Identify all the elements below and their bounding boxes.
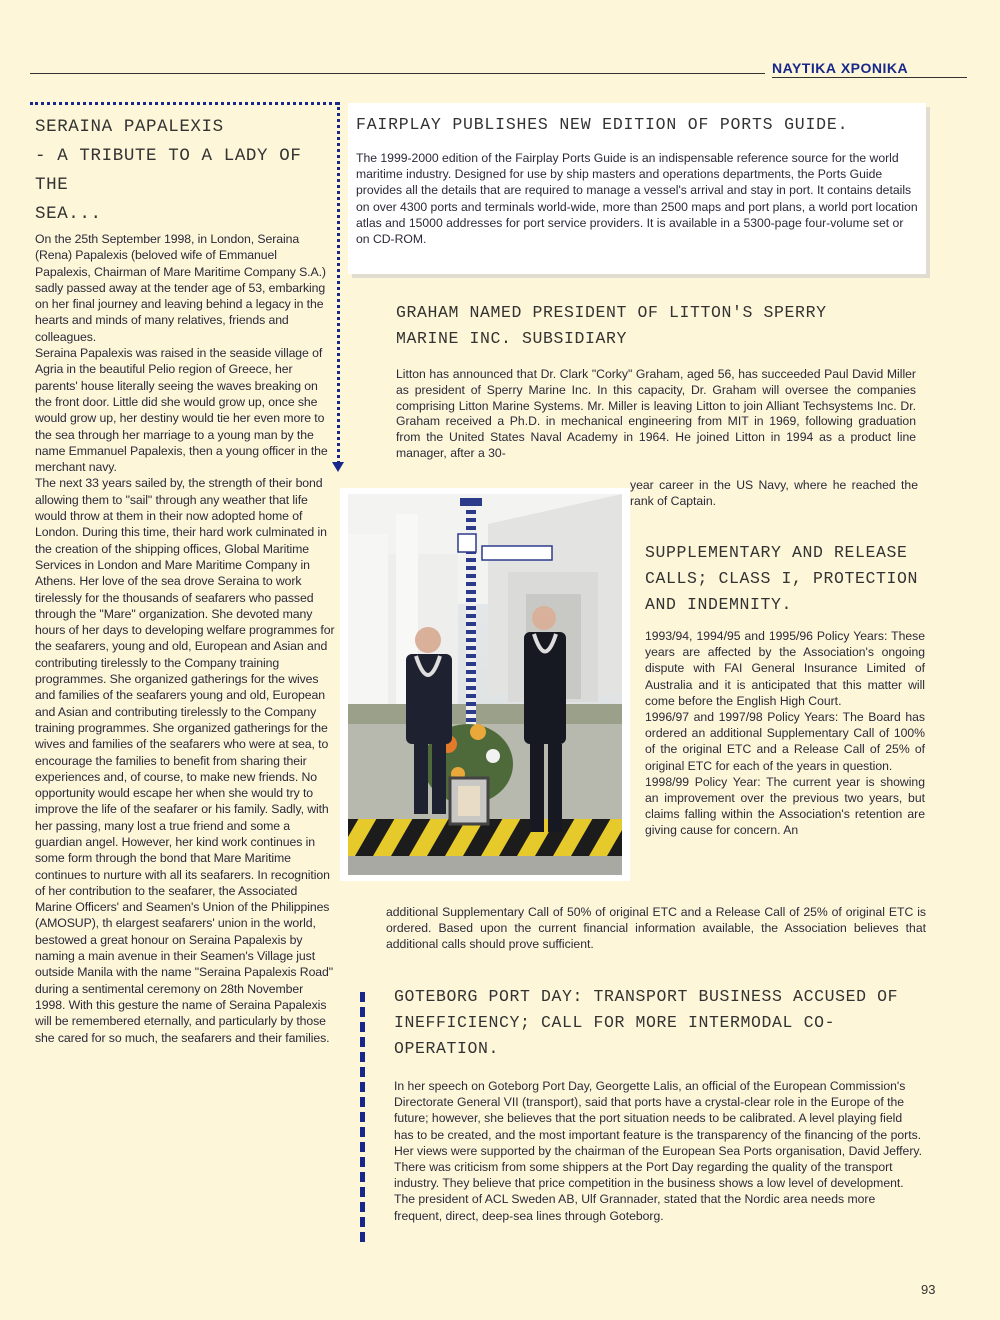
supplementary-paragraph: 1998/99 Policy Year: The current year is showing an improvement over the previous two years, but claims falling within the Association's retention are giving cause for concern. An (645, 774, 925, 838)
ceremony-photo (340, 488, 630, 881)
supplementary-paragraph: 1996/97 and 1997/98 Policy Years: The Board has ordered an additional Supplementary Call of 100% of the original ETC and a Release Call of 25% of original ETC for each of the years in question. (645, 710, 925, 773)
header-title-rule (772, 77, 967, 78)
supplementary-headline-line: CALLS; CLASS I, PROTECTION (645, 569, 919, 588)
supplementary-paragraph: 1993/94, 1994/95 and 1995/96 Policy Years: These years are affected by the Association's ongoing dispute with FAI General Insurance Limited of Australia and it is anticipated that this matter will come before the English High Court. (645, 629, 925, 708)
tribute-paragraph: On the 25th September 1998, in London, Seraina (Rena) Papalexis (beloved wife of Emmanuel Papalexis, Chairman of Mare Maritime Company S.A.) sadly passed away at the tender age of 53, embarking on her final journey and leaving behind a legacy in the hearts and minds of many relatives, friends and colleagues. (35, 232, 326, 344)
goteborg-dashed-border (360, 992, 365, 1242)
magazine-title: ΝΑΥΤΙΚΑ ΧΡΟΝΙΚΑ (772, 60, 909, 76)
tribute-headline-line: SERAINA PAPALEXIS (35, 117, 224, 137)
page-number: 93 (921, 1282, 936, 1297)
supplementary-article-body-continued: additional Supplementary Call of 50% of original ETC and a Release Call of 25% of original ETC is ordered. Based upon the current financial information available, the Association believes that additional calls should prove sufficient. (386, 905, 926, 952)
fairplay-headline: FAIRPLAY PUBLISHES NEW EDITION OF PORTS GUIDE. (356, 115, 849, 134)
tribute-headline (35, 113, 335, 229)
goteborg-paragraph: In her speech on Goteborg Port Day, Georgette Lalis, an official of the European Commission's Directorate General VII (transport), said that ports have a crystal-clear role in the Europe of the future; however, she believes that the port situation needs to be calibrated. A level playing field has to be created, and the most important feature is the transparency of the financing of the ports. Her views were supported by the chairman of the European Sea Ports organisation, David Jeffery. (394, 1079, 922, 1158)
goteborg-article-body (394, 1078, 922, 1224)
supplementary-article-body (645, 628, 925, 839)
graham-article-body-continued: year career in the US Navy, where he reached the rank of Captain. (630, 478, 918, 508)
fairplay-article-body: The 1999-2000 edition of the Fairplay Ports Guide is an indispensable reference source for the world maritime industry. Designed for use by ship masters and operations departments, the Ports Guide provides all the details that are required to manage a vessel's arrival and stay in port. It contains details on over 4300 ports and terminals world-wide, more than 2500 maps and port plans, a world port location atlas and 15000 addresses for port service providers. It is available in a 5300-page four-volume set or on CD-ROM. (356, 151, 918, 247)
tribute-headline-line: - A TRIBUTE TO A LADY OF THE (35, 146, 302, 195)
graham-headline (396, 300, 916, 352)
header-rule (30, 73, 765, 74)
tribute-dotted-border-top (30, 102, 338, 105)
ceremony-photo-illustration (348, 494, 622, 875)
goteborg-headline (394, 984, 922, 1062)
goteborg-paragraph: There was criticism from some shippers at the Port Day regarding the quality of the transport industry. They believe that price competition in the business shows a low level of development. The president of ACL Sweden AB, Ulf Grannader, stated that the Nordic area needs more frequent, direct, deep-sea lines through Goteborg. (394, 1160, 904, 1223)
tribute-article-body (35, 231, 335, 1046)
supplementary-headline-line: AND INDEMNITY. (645, 595, 793, 614)
tribute-paragraph: Seraina Papalexis was raised in the seaside village of Agria in the beautiful Pelio region of Greece, her parents' house literally seeing the waves breaking on the front door. Little did she would grow up, once she would grow up, her destiny would tie her even more to the sea through her marriage to a young man by the name Emmanuel Papalexis, then a young officer in the merchant navy. (35, 346, 328, 475)
graham-headline-line: GRAHAM NAMED PRESIDENT OF LITTON'S SPERRY (396, 303, 827, 322)
goteborg-headline-line: INEFFICIENCY; CALL FOR MORE INTERMODAL CO- (394, 1013, 836, 1032)
graham-article-body: Litton has announced that Dr. Clark "Corky" Graham, aged 56, has succeeded Paul David Miller as president of Sperry Marine Inc. In this capacity, Dr. Graham will oversee the companies comprising Litton Marine Systems. Mr. Miller is leaving Litton to join Alliant Techsystems Inc. Dr. Graham received a Ph.D. in mechanical engineering from MIT in 1969, following graduation from the United States Naval Academy in 1964. He joined Litton in 1994 as a product line manager, after a 30- (396, 367, 916, 460)
tribute-dotted-border-right (337, 102, 340, 464)
graham-headline-line: MARINE INC. SUBSIDIARY (396, 329, 628, 348)
tribute-paragraph: The next 33 years sailed by, the strength of their bond allowing them to "sail" through any weather that life would throw at them in their now adopted home of London. During this time, their hard work culminated in the creation of the shipping offices, Global Maritime Services in London and Mare Maritime Company in Athens. Her love of the sea drove Seraina to work tirelessly for the thousands of seafarers who passed through the "Mare" organization. She devoted many hours of her days to developing welfare programmes for the seafarers, young and old, European and Asian and contributing tirelessly to the Company training programmes. She organized gatherings for the wives and families of the seafarers young and old, European and Asian and contributing tirelessly to the Company training programmes. She organized gatherings for the wives and families of the seafarers who were at sea, to encourage the families to benefit from sharing their experiences and, of course, to make new friends. No opportunity would escape her when she would try to improve the life of the seafarer or his family. Sadly, with her passing, many lost a true friend and some a guardian angel. However, her kind work continues in some form through the bond that Mare Maritime continues to nurture with all its seafarers. In recognition of her contribution to the seafarer, the Associated Marine Officers' and Seamen's Union of the Philippines (AMOSUP), th elargest seafarers' union in the world, bestowed a great honour on Seraina Papalexis by naming a main avenue in their Seamen's Village just outside Manila with the name "Seraina Papalexis Road" during a sentimental ceremony on 28th November 1998. With this gesture the name of Seraina Papalexis will be remembered eternally, and particularly by those she cared for so much, the seafarers and their families. (35, 476, 335, 1045)
goteborg-headline-line: OPERATION. (394, 1039, 500, 1058)
tribute-headline-line: SEA... (35, 204, 102, 224)
goteborg-headline-line: GOTEBORG PORT DAY: TRANSPORT BUSINESS ACCUSED OF (394, 987, 899, 1006)
supplementary-headline (645, 540, 925, 618)
supplementary-headline-line: SUPPLEMENTARY AND RELEASE (645, 543, 908, 562)
